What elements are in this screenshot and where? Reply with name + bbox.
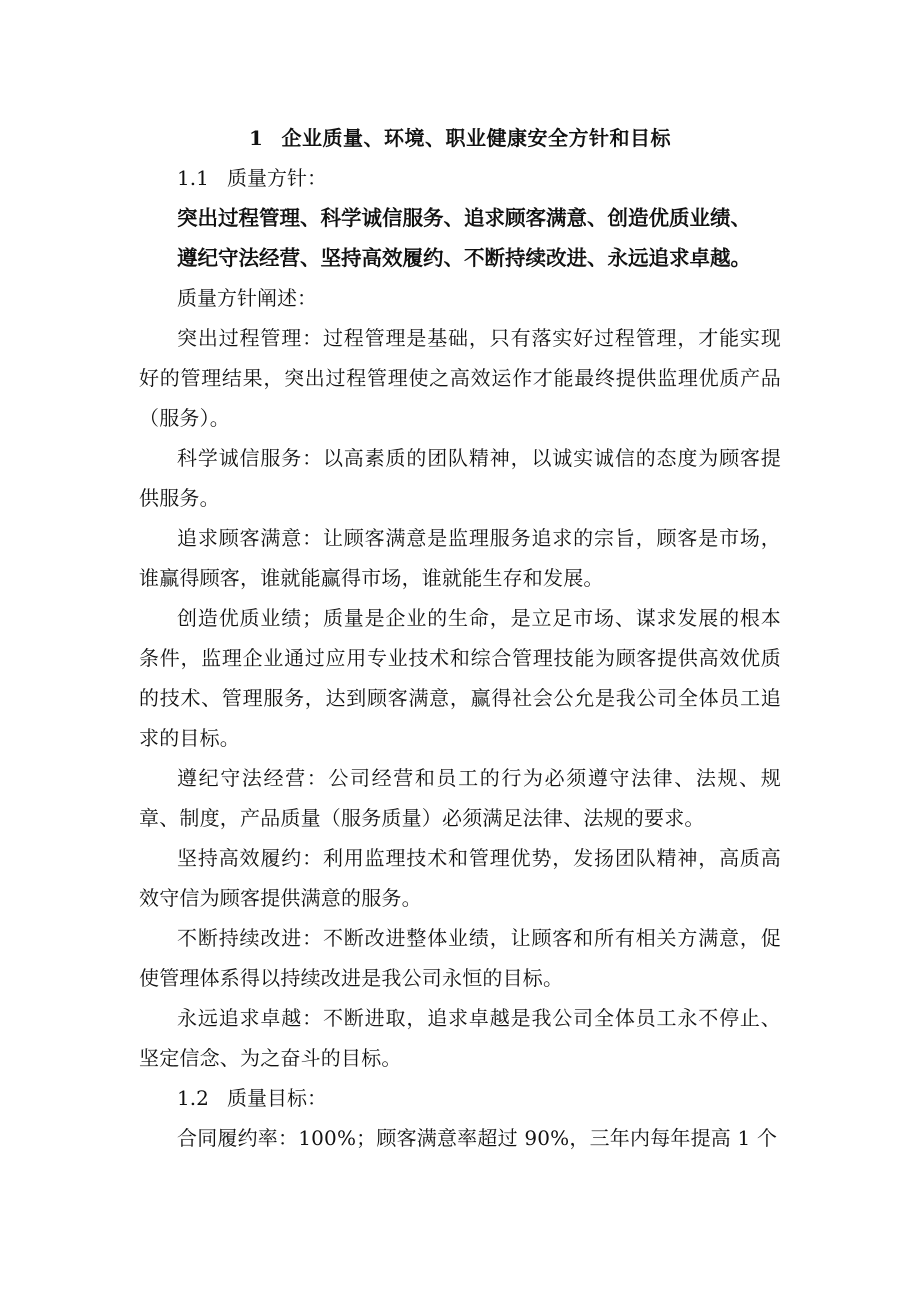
quality-policy-label: 质量方针： xyxy=(227,166,327,190)
policy-elaboration-heading: 质量方针阐述： xyxy=(177,286,317,310)
paragraph-pursue-excellence: 永远追求卓越：不断进取，追求卓越是我公司全体员工永不停止、坚定信念、为之奋斗的目标。 xyxy=(139,1006,781,1070)
quality-objectives-number: 1.2 xyxy=(177,1086,209,1110)
quality-policy-number: 1.1 xyxy=(177,166,209,190)
paragraph-law-compliance: 遵纪守法经营：公司经营和员工的行为必须遵守法律、法规、规章、制度，产品质量（服务质量）必须满足法律、法规的要求。 xyxy=(139,766,781,830)
section-title-text: 企业质量、环境、职业健康安全方针和目标 xyxy=(281,126,671,150)
paragraph-scientific-service: 科学诚信服务：以高素质的团队精神，以诚实诚信的态度为顾客提供服务。 xyxy=(139,446,781,510)
section-title xyxy=(139,118,781,158)
quality-objectives-label: 质量目标： xyxy=(227,1086,327,1110)
objectives-first-line: 合同履约率：100%；顾客满意率超过 90%，三年内每年提高 1 个 xyxy=(177,1126,778,1150)
paragraph-efficient-performance: 坚持高效履约：利用监理技术和管理优势，发扬团队精神，高质高效守信为顾客提供满意的服务。 xyxy=(139,846,781,910)
quality-objectives-heading xyxy=(139,1078,781,1118)
policy-statement-line-2: 遵纪守法经营、坚持高效履约、不断持续改进、永远追求卓越。 xyxy=(177,246,751,270)
quality-policy-heading xyxy=(139,158,781,198)
policy-statement-line-1: 突出过程管理、科学诚信服务、追求顾客满意、创造优质业绩、 xyxy=(177,206,751,230)
paragraph-quality-performance: 创造优质业绩；质量是企业的生命，是立足市场、谋求发展的根本条件，监理企业通过应用专业技术和综合管理技能为顾客提供高效优质的技术、管理服务，达到顾客满意，赢得社会公允是我公司全体员工追求的目标。 xyxy=(139,606,781,750)
document-body xyxy=(139,118,781,1158)
paragraph-customer-satisfaction: 追求顾客满意：让顾客满意是监理服务追求的宗旨，顾客是市场，谁赢得顾客，谁就能赢得市场，谁就能生存和发展。 xyxy=(139,526,781,590)
section-number: 1 xyxy=(249,126,264,150)
paragraph-process-management: 突出过程管理：过程管理是基础，只有落实好过程管理，才能实现好的管理结果，突出过程管理使之高效运作才能最终提供监理优质产品（服务）。 xyxy=(139,326,781,430)
paragraph-continuous-improvement: 不断持续改进：不断改进整体业绩，让顾客和所有相关方满意，促使管理体系得以持续改进是我公司永恒的目标。 xyxy=(139,926,781,990)
